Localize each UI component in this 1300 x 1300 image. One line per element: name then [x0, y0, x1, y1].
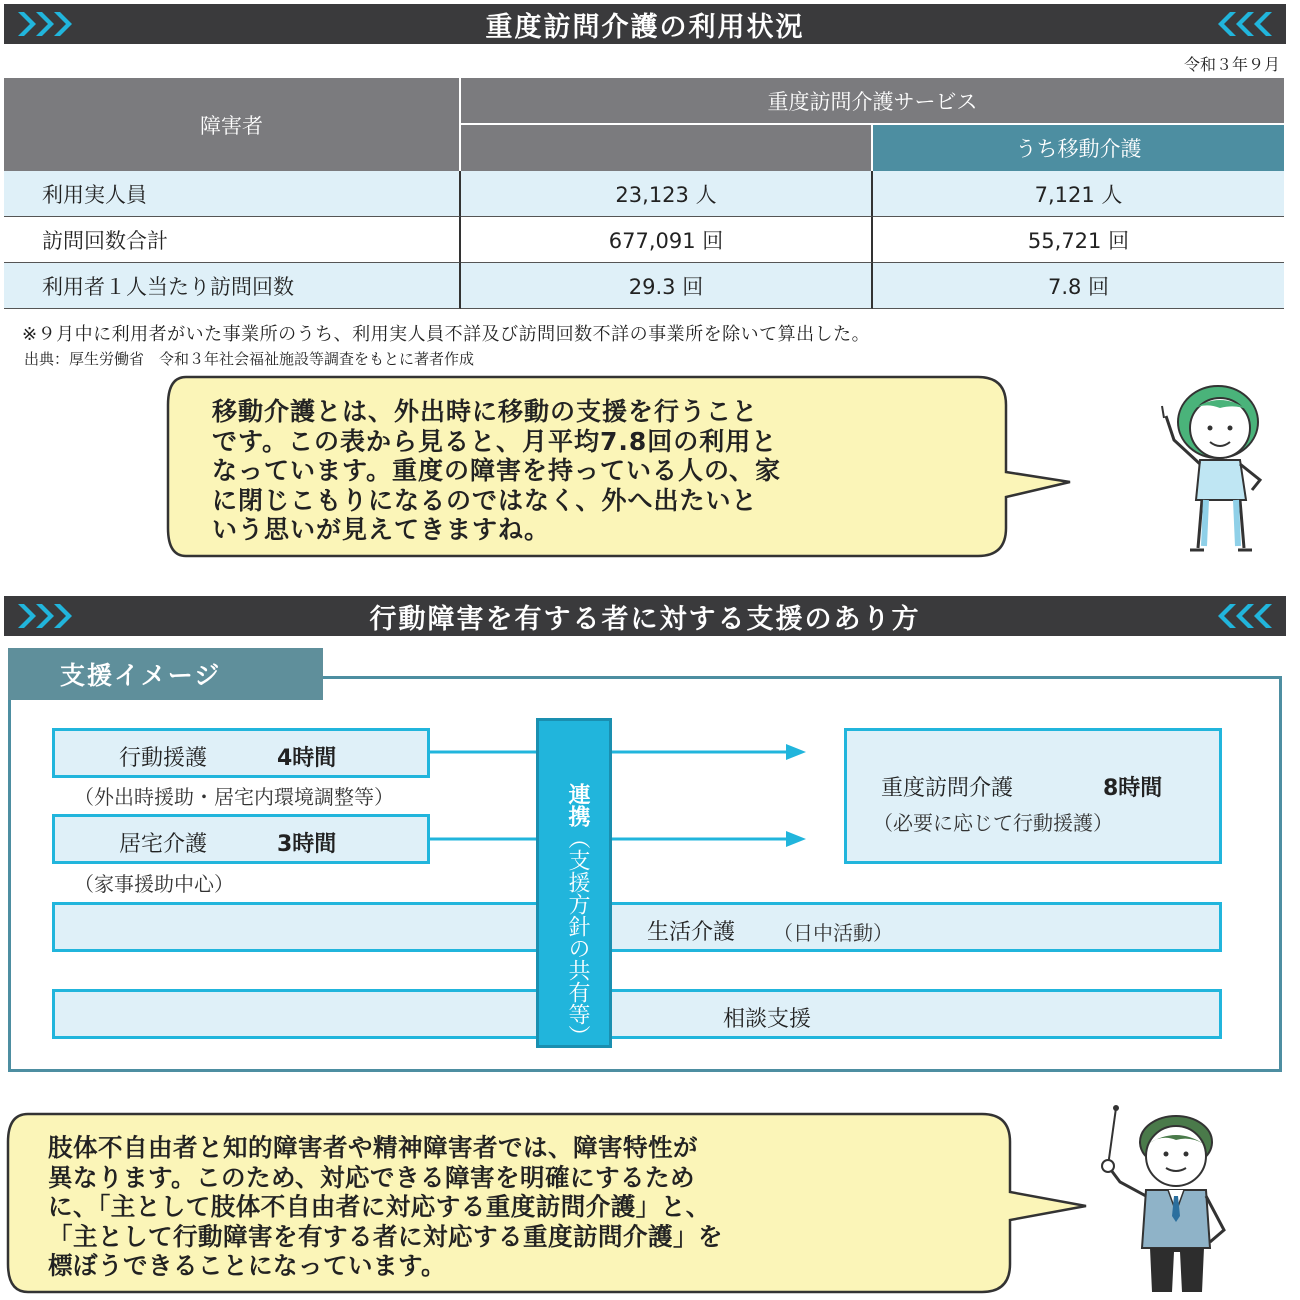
box-behavior-support: [52, 728, 430, 778]
woman-pointing-icon: [1140, 380, 1290, 555]
usage-table: [4, 78, 1284, 310]
coordination-main: 連携: [565, 783, 590, 827]
cell-visits-per-user-total: 29.3 回: [461, 263, 873, 309]
row-label-actual-users: 利用実人員: [4, 171, 461, 217]
section2-title: 行動障害を有する者に対する支援のあり方: [369, 603, 921, 635]
chevrons-left-icon: [1218, 602, 1274, 630]
behavior-support-hours: 4時間: [277, 746, 337, 771]
arrow-right-icon: [786, 744, 806, 760]
bubble2-line: 「主として行動障害を有する者に対応する重度訪問介護」を: [48, 1221, 723, 1251]
header-service-total: [461, 125, 873, 171]
cell-visits-mobility: 55,721 回: [873, 217, 1284, 263]
arrows-layer: [430, 738, 820, 858]
home-care-name: 居宅介護: [119, 832, 208, 857]
date-label: 令和３年９月: [1183, 55, 1280, 74]
section1-title: 重度訪問介護の利用状況: [485, 11, 805, 43]
bubble1-line: いう思いが見えてきますね。: [212, 515, 551, 544]
header-disabled-person: 障害者: [4, 78, 461, 171]
chevrons-left-icon: [1218, 10, 1274, 38]
source-note: 出典：厚生労働省 令和３年社会福祉施設等調査をもとに著者作成: [24, 350, 475, 368]
header-mobility: うち移動介護: [873, 125, 1284, 171]
coordination-sub: （支援方針の共有等）: [565, 827, 590, 1047]
cell-actual-users-mobility: 7,121 人: [873, 171, 1284, 217]
bubble2-text: [48, 1133, 723, 1281]
chevrons-right-icon: [16, 10, 72, 38]
life-care-name: 生活介護: [647, 920, 736, 945]
bubble2-line: 標ぼうできることになっています。: [48, 1251, 447, 1280]
coordination-bar: [536, 718, 612, 1048]
severe-visiting-care-note: （必要に応じて行動援護）: [873, 811, 1113, 835]
box-consultation-support: [52, 989, 1222, 1039]
consultation-support-name: 相談支援: [723, 1007, 812, 1032]
box-life-care: [52, 902, 1222, 952]
chevrons-right-icon: [16, 602, 72, 630]
bubble1-line: に閉じこもりになるのではなく、外へ出たいと: [212, 485, 758, 515]
bubble1-line: 移動介護とは、外出時に移動の支援を行うこと: [212, 397, 759, 426]
severe-visiting-care-hours: 8時間: [1103, 776, 1163, 801]
bubble1-line: なっています。重度の障害を持っている人の、家: [212, 456, 782, 485]
header-service: 重度訪問介護サービス: [461, 78, 1284, 125]
cell-visits-per-user-mobility: 7.8 回: [873, 263, 1284, 309]
cell-actual-users-total: 23,123 人: [461, 171, 873, 217]
section2-title-bar: [4, 596, 1286, 636]
behavior-support-name: 行動援護: [119, 746, 208, 771]
severe-visiting-care-name: 重度訪問介護: [881, 776, 1014, 801]
behavior-support-note: （外出時援助・居宅内環境調整等）: [74, 785, 394, 809]
home-care-hours: 3時間: [277, 832, 337, 857]
panel-label: 支援イメージ: [8, 648, 323, 700]
row-label-visits-per-user: 利用者１人当たり訪問回数: [4, 263, 461, 309]
bubble1-text: [212, 397, 781, 545]
man-with-pointer-icon: [1090, 1102, 1270, 1298]
box-home-care: [52, 814, 430, 864]
cell-visits-total: 677,091 回: [461, 217, 873, 263]
footnote: ※９月中に利用者がいた事業所のうち、利用実人員不詳及び訪問回数不詳の事業所を除いて算出した。: [22, 324, 871, 345]
life-care-note: （日中活動）: [773, 921, 893, 945]
bubble2-line: に、「主として肢体不自由者に対応する重度訪問介護」と、: [48, 1192, 711, 1221]
bubble1-line: です。この表から見ると、月平均7.8回の利用と: [212, 426, 778, 456]
section1-title-bar: [4, 4, 1286, 44]
arrow-right-icon: [786, 831, 806, 847]
row-label-visits-total: 訪問回数合計: [4, 217, 461, 263]
home-care-note: （家事援助中心）: [74, 872, 234, 896]
box-severe-visiting-care: [844, 728, 1222, 864]
bubble2-line: 異なります。このため、対応できる障害を明確にするため: [48, 1162, 696, 1192]
coordination-text: [557, 783, 593, 1047]
bubble2-line: 肢体不自由者と知的障害者や精神障害者では、障害特性が: [48, 1133, 698, 1162]
